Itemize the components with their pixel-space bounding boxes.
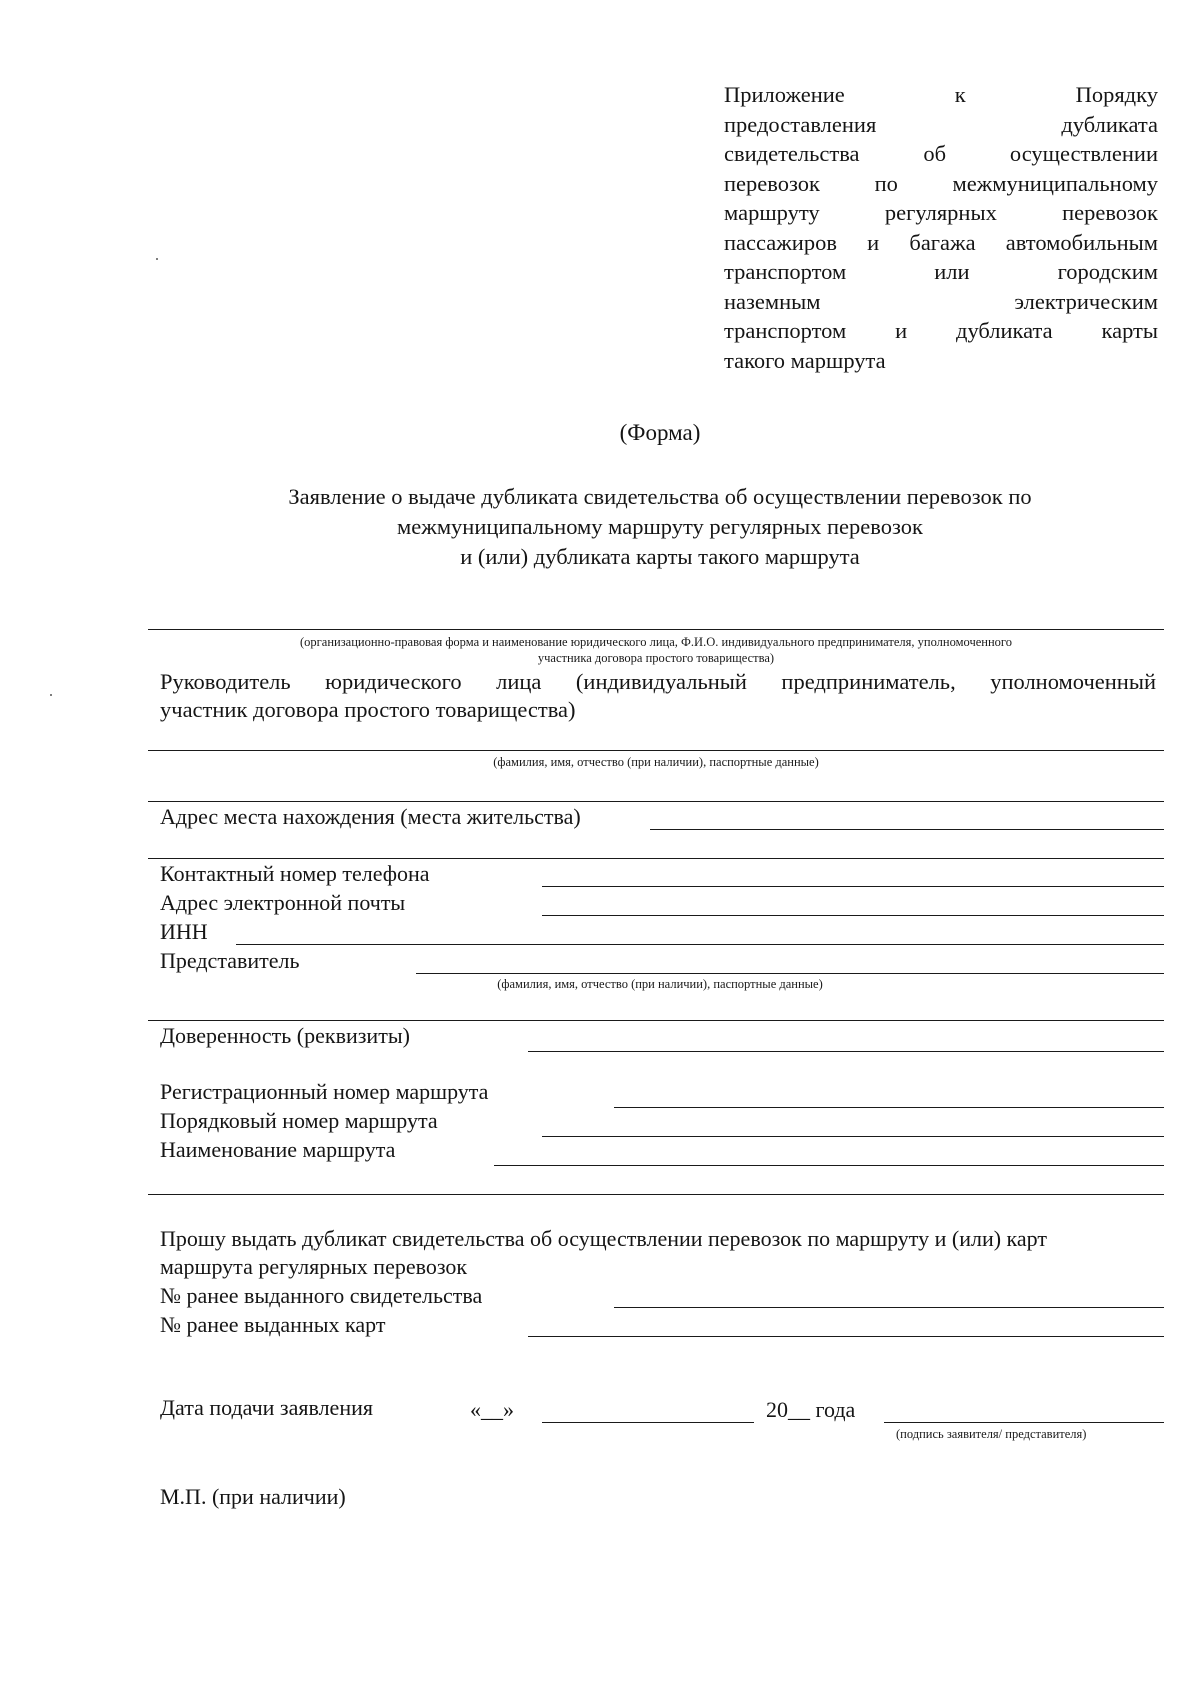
appendix-line: предоставления дубликата bbox=[724, 111, 1158, 137]
request-text bbox=[160, 1225, 1047, 1281]
form-label: (Форма) bbox=[619, 420, 701, 445]
scan-speck bbox=[156, 258, 158, 260]
prev-certificate-label: № ранее выданного свидетельства bbox=[160, 1283, 483, 1308]
appendix-line: наземным электрическим bbox=[724, 288, 1158, 314]
representative-caption: (фамилия, имя, отчество (при наличии), паспортные данные) bbox=[497, 977, 823, 991]
appendix-line: транспортом и дубликата карты bbox=[724, 318, 1158, 343]
power-of-attorney-label: Доверенность (реквизиты) bbox=[160, 1023, 410, 1048]
signature-caption: (подпись заявителя/ представителя) bbox=[896, 1427, 1087, 1441]
representative-label: Представитель bbox=[160, 948, 300, 973]
reg-number-field[interactable] bbox=[614, 1107, 1164, 1108]
route-name-field[interactable] bbox=[494, 1165, 1164, 1166]
email-field[interactable] bbox=[542, 915, 1164, 916]
power-of-attorney-field[interactable] bbox=[528, 1051, 1164, 1052]
serial-number-label: Порядковый номер маршрута bbox=[160, 1108, 438, 1133]
appendix-line: транспортом или городским bbox=[724, 259, 1158, 284]
inn-label: ИНН bbox=[160, 919, 208, 944]
appendix-line: Приложение к Порядку bbox=[724, 82, 1158, 107]
address-label: Адрес места нахождения (места жительства) bbox=[160, 804, 581, 829]
serial-number-field[interactable] bbox=[542, 1136, 1164, 1137]
prev-certificate-field[interactable] bbox=[614, 1307, 1164, 1308]
title-line-3: и (или) дубликата карты такого маршрута bbox=[460, 544, 860, 569]
head-line-2: участник договора простого товарищества) bbox=[160, 697, 576, 722]
date-label: Дата подачи заявления bbox=[160, 1395, 373, 1420]
appendix-line: перевозок по межмуниципальному bbox=[724, 170, 1158, 196]
appendix-line: маршруту регулярных перевозок bbox=[724, 200, 1158, 225]
address-field-2[interactable] bbox=[148, 858, 1164, 859]
representative-extra-line[interactable] bbox=[148, 1020, 1164, 1021]
head-extra-line[interactable] bbox=[148, 801, 1164, 802]
head-label bbox=[160, 668, 1156, 724]
org-caption-line-2: участника договора простого товарищества) bbox=[537, 651, 775, 665]
request-line-2: маршрута регулярных перевозок bbox=[160, 1254, 468, 1279]
appendix-line: такого маршрута bbox=[724, 347, 886, 373]
org-caption bbox=[148, 634, 1164, 666]
prev-cards-field[interactable] bbox=[528, 1336, 1164, 1337]
head-fio-line[interactable] bbox=[148, 750, 1164, 751]
org-caption-line-1: (организационно-правовая форма и наименование юридического лица, Ф.И.О. индивидуального предпринимателя, уполномоченного bbox=[300, 635, 1012, 649]
appendix-line: свидетельства об осуществлении bbox=[724, 141, 1158, 166]
appendix-block bbox=[724, 80, 1158, 375]
org-name-line[interactable] bbox=[148, 629, 1164, 630]
phone-label: Контактный номер телефона bbox=[160, 861, 430, 886]
title-line-2: межмуниципальному маршруту регулярных перевозок bbox=[397, 514, 923, 539]
date-month-field[interactable] bbox=[542, 1422, 754, 1423]
scan-speck bbox=[50, 694, 52, 696]
title-line-1: Заявление о выдаче дубликата свидетельства об осуществлении перевозок по bbox=[288, 484, 1032, 509]
address-field[interactable] bbox=[650, 829, 1164, 830]
appendix-line: пассажиров и багажа автомобильным bbox=[724, 229, 1158, 255]
prev-cards-label: № ранее выданных карт bbox=[160, 1312, 386, 1337]
route-name-label: Наименование маршрута bbox=[160, 1137, 396, 1162]
document-title bbox=[200, 482, 1120, 572]
head-fio-caption: (фамилия, имя, отчество (при наличии), паспортные данные) bbox=[493, 755, 819, 769]
date-year[interactable]: 20__ года bbox=[766, 1397, 856, 1422]
phone-field[interactable] bbox=[542, 886, 1164, 887]
reg-number-label: Регистрационный номер маршрута bbox=[160, 1079, 489, 1104]
inn-field[interactable] bbox=[236, 944, 1164, 945]
email-label: Адрес электронной почты bbox=[160, 890, 406, 915]
request-line-1: Прошу выдать дубликат свидетельства об осуществлении перевозок по маршруту и (или) карт bbox=[160, 1226, 1047, 1251]
signature-field[interactable] bbox=[884, 1422, 1164, 1423]
route-name-field-2[interactable] bbox=[148, 1194, 1164, 1195]
date-day[interactable]: «__» bbox=[470, 1397, 514, 1422]
head-line-1: Руководитель юридического лица (индивидуальный предприниматель, уполномоченный bbox=[160, 669, 1156, 694]
stamp-label: М.П. (при наличии) bbox=[160, 1484, 346, 1509]
representative-field[interactable] bbox=[416, 973, 1164, 974]
